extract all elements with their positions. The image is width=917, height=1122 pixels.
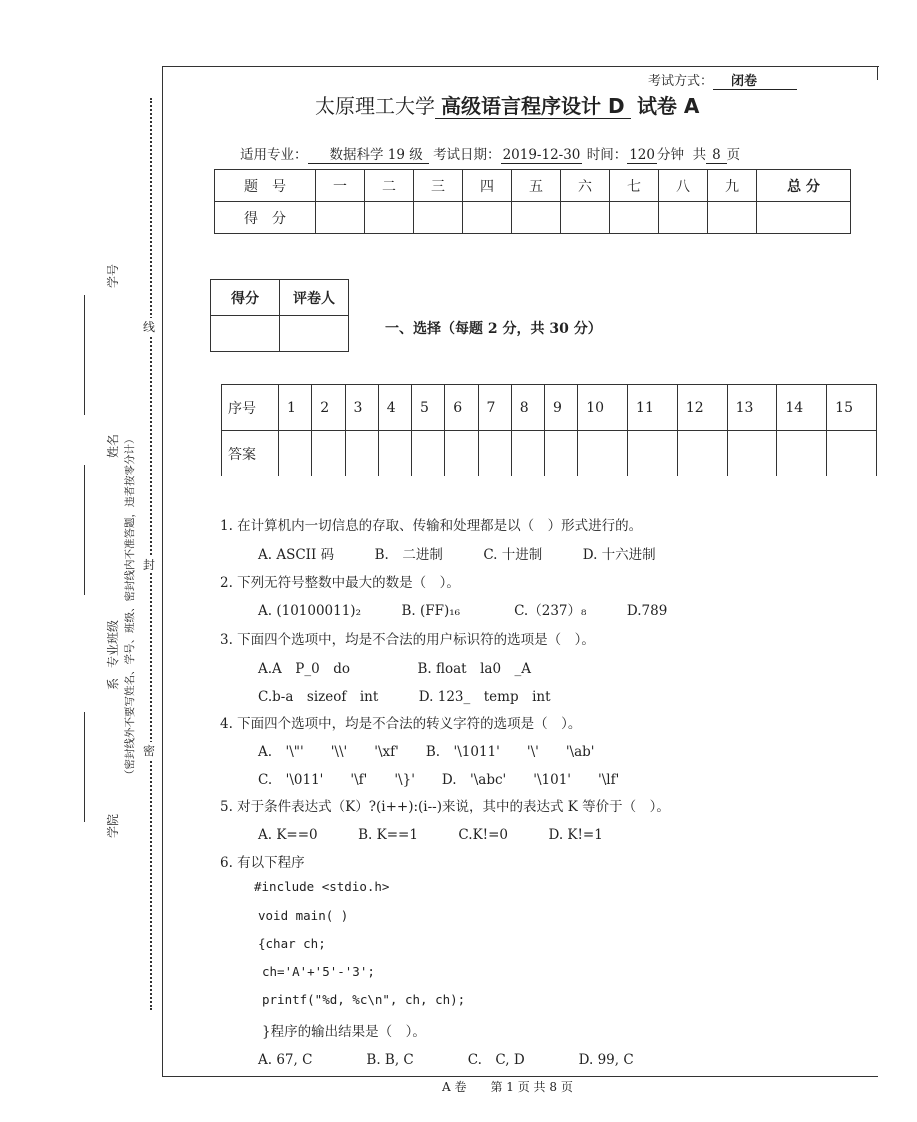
score-table: [214, 169, 851, 234]
answer-number-cell: 1: [279, 385, 312, 431]
page-title: 太原理工大学 高级语言程序设计 D 试卷 A: [315, 94, 700, 118]
field-zhuanye: 专业班级: [106, 619, 120, 668]
field-xi: 系: [106, 677, 120, 690]
answer-number-cell: 10: [578, 385, 628, 431]
q5-options: A. K==0 B. K==1 C.K!=0 D. K!=1: [258, 827, 603, 843]
q2-options: A. (10100011)₂ B. (FF)₁₆ C.（237）₈ D.789: [258, 603, 668, 619]
q1-stem: 1. 在计算机内一切信息的存取、传输和处理都是以（ ）形式进行的。: [220, 518, 643, 534]
exam-info: 适用专业： 数据科学 19 级 考试日期： 2019-12-30 时间： 120 分钟 共 8 页: [240, 147, 741, 163]
score-row-label: 得 分: [215, 202, 316, 234]
answer-number-cell: 8: [511, 385, 544, 431]
answer-blank-cell[interactable]: [445, 431, 478, 477]
answer-number-cell: 7: [478, 385, 511, 431]
score-header-cell: 题 号: [215, 170, 316, 202]
answer-number-cell: 4: [378, 385, 411, 431]
q3-stem: 3. 下面四个选项中，均是不合法的用户标识符的选项是（ ）。: [220, 632, 595, 648]
q6-code-line: ch='A'+'5'-'3';: [262, 964, 375, 979]
answer-blank-cell[interactable]: [628, 431, 678, 477]
q6-code-line: #include <stdio.h>: [254, 879, 390, 894]
answer-blank-cell[interactable]: [545, 431, 578, 477]
line-zhuanye: [84, 465, 85, 595]
line-xueyuan: [84, 712, 85, 822]
page-frame-right: [877, 66, 878, 80]
field-xueyuan: 学院: [106, 813, 120, 838]
answer-ans-label: 答案: [222, 431, 279, 477]
score-header-total: 总 分: [757, 170, 851, 202]
score-header-cell: 七: [610, 170, 659, 202]
answer-blank-cell[interactable]: [312, 431, 345, 477]
answer-blank-cell[interactable]: [578, 431, 628, 477]
seal-char-mi: 密: [143, 744, 156, 758]
answer-number-cell: 6: [445, 385, 478, 431]
q6-code-line: void main( ): [258, 908, 349, 923]
answer-blank-cell[interactable]: [478, 431, 511, 477]
score-header-cell: 三: [414, 170, 463, 202]
seal-dotted-line: [150, 98, 152, 1010]
answer-number-cell: 5: [412, 385, 445, 431]
q3-options-cd: C.b-a sizeof int D. 123_ temp int: [258, 689, 551, 705]
q6-options: A. 67, C B. B, C C. C, D D. 99, C: [258, 1052, 634, 1068]
page-frame-bottom: [162, 1076, 878, 1077]
answer-blank-cell[interactable]: [827, 431, 877, 477]
score-header-cell: 四: [463, 170, 512, 202]
answer-number-cell: 14: [777, 385, 827, 431]
q2-stem: 2. 下列无符号整数中最大的数是（ ）。: [220, 575, 460, 591]
field-xuehao: 学号: [106, 263, 120, 288]
answer-blank-cell[interactable]: [727, 431, 777, 477]
answer-table: [221, 384, 877, 477]
answer-number-cell: 13: [727, 385, 777, 431]
q3-options-ab: A.A P_0 do B. float la0 _A: [258, 661, 532, 677]
exam-mode: 考试方式： 闭卷: [648, 70, 797, 89]
page-footer: A 卷 第 1 页 共 8 页: [442, 1080, 573, 1094]
q5-stem: 5. 对于条件表达式（K）?(i++):(i--)来说，其中的表达式 K 等价于（ ）。: [220, 799, 670, 815]
answer-number-cell: 9: [545, 385, 578, 431]
q4-options-ab: A. '\"' '\\' '\xf' B. '\1011' '\' '\ab': [258, 744, 595, 760]
grader-name-label: 评卷人: [280, 280, 349, 316]
q6-code-line: {char ch;: [258, 936, 326, 951]
q4-stem: 4. 下面四个选项中，均是不合法的转义字符的选项是（ ）。: [220, 716, 582, 732]
answer-number-cell: 15: [827, 385, 877, 431]
section-title: 一、选择（每题 2 分，共 30 分）: [385, 321, 602, 337]
q4-options-cd: C. '\011' '\f' '\}' D. '\abc' '\101' '\lf': [258, 772, 620, 788]
score-header-cell: 二: [365, 170, 414, 202]
answer-no-label: 序号: [222, 385, 279, 431]
score-header-cell: 五: [512, 170, 561, 202]
answer-number-cell: 3: [345, 385, 378, 431]
answer-blank-cell[interactable]: [777, 431, 827, 477]
line-xingming: [84, 295, 85, 415]
answer-number-cell: 11: [628, 385, 678, 431]
score-header-cell: 一: [316, 170, 365, 202]
field-xingming: 姓名: [106, 433, 120, 458]
seal-char-xian: 线: [143, 320, 156, 334]
score-header-cell: 九: [708, 170, 757, 202]
q6-stem: 6. 有以下程序: [220, 855, 305, 871]
q1-options: A. ASCII 码 B. 二进制 C. 十进制 D. 十六进制: [258, 547, 656, 563]
score-header-cell: 八: [659, 170, 708, 202]
answer-blank-cell[interactable]: [412, 431, 445, 477]
score-header-cell: 六: [561, 170, 610, 202]
q6-code-line: printf("%d, %c\n", ch, ch);: [262, 992, 466, 1007]
answer-number-cell: 2: [312, 385, 345, 431]
q6-question: }程序的输出结果是（ ）。: [262, 1024, 426, 1040]
answer-blank-cell[interactable]: [677, 431, 727, 477]
seal-char-feng: 封: [143, 558, 156, 572]
grader-box: [210, 279, 349, 352]
answer-number-cell: 12: [677, 385, 727, 431]
answer-blank-cell[interactable]: [279, 431, 312, 477]
grader-score-label: 得分: [211, 280, 280, 316]
seal-notice: （密封线外不要写姓名、学号、班级、密封线内不准答题，违者按零分计）: [124, 433, 136, 780]
answer-blank-cell[interactable]: [345, 431, 378, 477]
answer-blank-cell[interactable]: [511, 431, 544, 477]
answer-blank-cell[interactable]: [378, 431, 411, 477]
